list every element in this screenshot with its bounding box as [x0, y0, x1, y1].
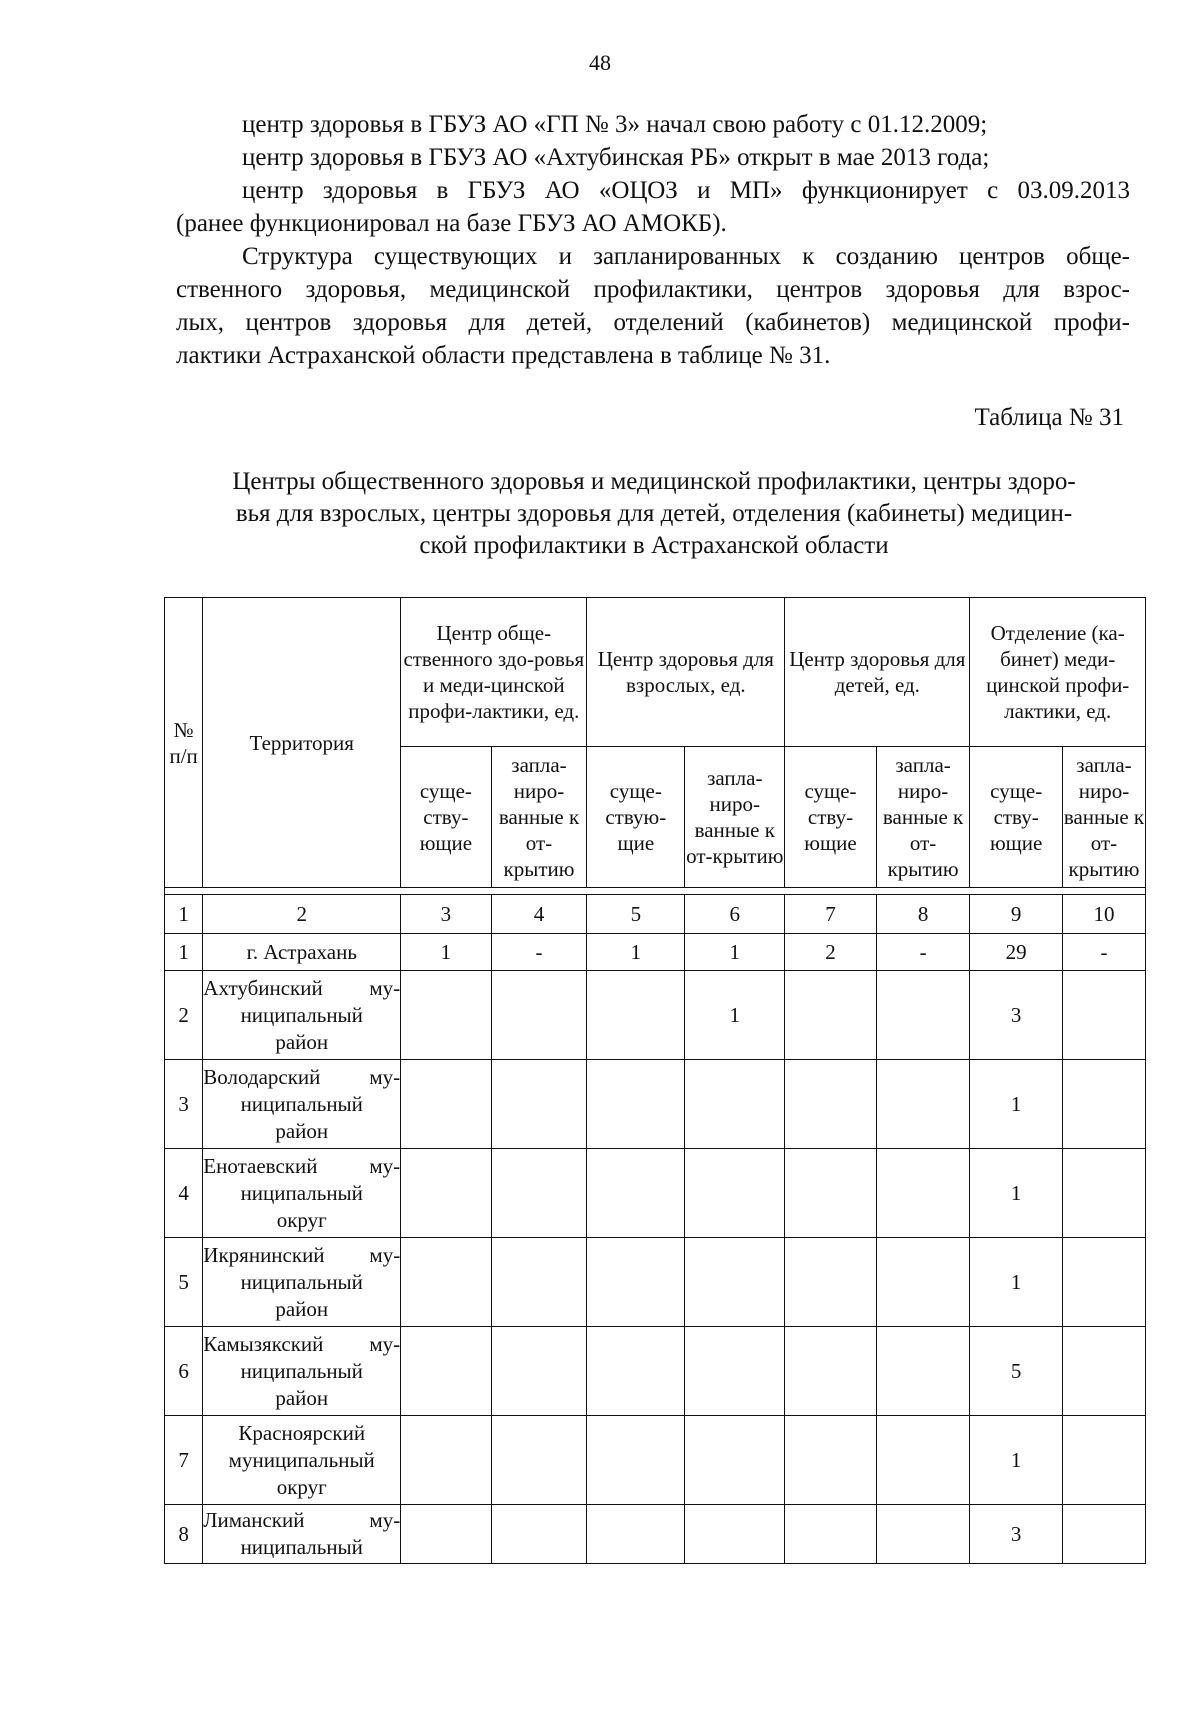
territory-name	[203, 1327, 401, 1416]
value-cell	[876, 1505, 970, 1564]
value-cell	[785, 1505, 877, 1564]
value-cell	[491, 1416, 587, 1505]
header-planned: запла-ниро-ванные к от-крытию	[1062, 747, 1145, 888]
territory-name-line: Икрянинский му-	[203, 1242, 401, 1267]
territory-name-line: ниципальный	[240, 1358, 363, 1383]
table-row	[165, 1238, 1146, 1327]
value-cell	[1062, 1060, 1145, 1149]
value-cell	[685, 1416, 785, 1505]
territory-name	[203, 1238, 401, 1327]
header-prevention-department: Отделение (ка-бинет) меди-цинской профи-лактики, ед.	[970, 598, 1146, 747]
value-cell: -	[491, 934, 587, 971]
value-cell	[685, 1505, 785, 1564]
header-existing: суще-ству-ющие	[970, 747, 1063, 888]
value-cell: 3	[970, 971, 1063, 1060]
page-number: 48	[589, 50, 611, 75]
territory-name-line: Камызякский му-	[203, 1331, 401, 1356]
value-cell	[1062, 971, 1145, 1060]
value-cell	[876, 1327, 970, 1416]
value-cell	[401, 1238, 491, 1327]
value-cell	[401, 971, 491, 1060]
caption-line: Центры общественного здоровья и медицинской профилактики, центры здоро-	[232, 468, 1076, 495]
value-cell	[491, 1505, 587, 1564]
value-cell	[401, 1327, 491, 1416]
column-number: 1	[165, 895, 203, 934]
header-existing: суще-ству-ющие	[785, 747, 877, 888]
row-number: 7	[165, 1416, 203, 1505]
value-cell: 1	[970, 1238, 1063, 1327]
value-cell	[491, 1327, 587, 1416]
territory-name-line: округ	[276, 1474, 327, 1499]
territory-name-line: Красноярский	[238, 1420, 366, 1445]
table-row	[165, 1505, 1146, 1564]
row-number: 8	[165, 1505, 203, 1564]
row-number: 6	[165, 1327, 203, 1416]
territory-name-line: г. Астрахань	[246, 939, 357, 964]
paragraph-line: центр здоровья в ГБУЗ АО «ГП № 3» начал свою работу с 01.12.2009;	[242, 111, 988, 138]
header-number: № п/п	[165, 598, 203, 888]
value-cell	[491, 1238, 587, 1327]
value-cell	[587, 1149, 685, 1238]
territory-name-line: муниципальный	[228, 1447, 375, 1472]
header-child-health-center: Центр здоровья для детей, ед.	[785, 598, 970, 747]
value-cell	[1062, 1416, 1145, 1505]
value-cell	[587, 1416, 685, 1505]
column-number: 2	[203, 895, 401, 934]
value-cell	[685, 1327, 785, 1416]
territory-name-line: ниципальный	[240, 1269, 363, 1294]
territory-name-line: ниципальный	[240, 1535, 363, 1559]
header-existing: суще-ству-ющие	[401, 747, 491, 888]
row-number: 5	[165, 1238, 203, 1327]
column-number: 4	[491, 895, 587, 934]
caption-line: ской профилактики в Астраханской области	[419, 532, 889, 559]
value-cell	[876, 971, 970, 1060]
value-cell	[401, 1416, 491, 1505]
value-cell	[491, 1060, 587, 1149]
territory-name-line: район	[275, 1385, 329, 1410]
territory-name-line: Ахтубинский му-	[203, 975, 401, 1000]
value-cell: 1	[685, 971, 785, 1060]
paragraph-line: центр здоровья в ГБУЗ АО «Ахтубинская РБ» открыт в мае 2013 года;	[242, 144, 990, 171]
territory-name-line: Енотаевский му-	[203, 1153, 401, 1178]
header-planned: запла-ниро-ванные к от-крытию	[491, 747, 587, 888]
territory-name	[203, 1149, 401, 1238]
territory-name-line: район	[275, 1118, 329, 1143]
table-label: Таблица № 31	[974, 404, 1124, 431]
value-cell	[1062, 1327, 1145, 1416]
row-number: 4	[165, 1149, 203, 1238]
value-cell	[685, 1060, 785, 1149]
territory-name-line: ниципальный	[240, 1002, 363, 1027]
territory-name-line: округ	[276, 1207, 327, 1232]
paragraph-line: лых, центров здоровья для детей, отделений (кабинетов) медицинской профи-	[176, 309, 1130, 336]
header-existing: суще-ствую-щие	[587, 747, 685, 888]
column-number: 9	[970, 895, 1063, 934]
territory-name-line: район	[275, 1029, 329, 1054]
column-number: 7	[785, 895, 877, 934]
paragraph-line: Структура существующих и запланированных к созданию центров обще-	[242, 243, 1130, 270]
body-text	[176, 108, 1130, 372]
value-cell	[785, 971, 877, 1060]
value-cell	[1062, 1505, 1145, 1564]
territory-name	[203, 971, 401, 1060]
territory-name-line: ниципальный	[240, 1180, 363, 1205]
territory-name-line: Володарский му-	[203, 1064, 401, 1089]
caption-line: вья для взрослых, центры здоровья для детей, отделения (кабинеты) медицин-	[235, 500, 1073, 527]
value-cell: 1	[970, 1060, 1063, 1149]
territory-name	[203, 1416, 401, 1505]
value-cell: 1	[685, 934, 785, 971]
column-number: 6	[685, 895, 785, 934]
value-cell	[587, 1505, 685, 1564]
value-cell: 1	[970, 1416, 1063, 1505]
value-cell	[876, 1060, 970, 1149]
table-row	[165, 1416, 1146, 1505]
column-number: 5	[587, 895, 685, 934]
value-cell: 1	[970, 1149, 1063, 1238]
territory-name-line: район	[275, 1296, 329, 1321]
value-cell: -	[1062, 934, 1145, 971]
value-cell	[491, 971, 587, 1060]
column-number: 3	[401, 895, 491, 934]
header-territory: Территория	[203, 598, 401, 888]
value-cell	[876, 1149, 970, 1238]
territory-name-line: ниципальный	[240, 1091, 363, 1116]
table-caption	[176, 466, 1132, 562]
header-planned: запла-ниро-ванные к от-крытию	[876, 747, 970, 888]
value-cell: 3	[970, 1505, 1063, 1564]
column-number: 10	[1062, 895, 1145, 934]
value-cell	[401, 1060, 491, 1149]
value-cell	[785, 1060, 877, 1149]
centers-table	[164, 597, 1146, 1564]
territory-name	[203, 1505, 401, 1564]
row-number: 2	[165, 971, 203, 1060]
table-row	[165, 1149, 1146, 1238]
value-cell: 29	[970, 934, 1063, 971]
paragraph-line: центр здоровья в ГБУЗ АО «ОЦОЗ и МП» функционирует с 03.09.2013	[242, 177, 1130, 204]
value-cell	[1062, 1149, 1145, 1238]
value-cell	[785, 1238, 877, 1327]
header-planned: запла-ниро-ванные к от-крытию	[685, 747, 785, 888]
value-cell	[876, 1238, 970, 1327]
value-cell: 5	[970, 1327, 1063, 1416]
value-cell	[401, 1505, 491, 1564]
value-cell: 2	[785, 934, 877, 971]
value-cell	[685, 1238, 785, 1327]
table-row	[165, 1060, 1146, 1149]
value-cell	[785, 1149, 877, 1238]
territory-name-line: Лиманский му-	[203, 1508, 401, 1532]
table-row	[165, 934, 1146, 971]
table-body	[165, 888, 1146, 1564]
row-number: 3	[165, 1060, 203, 1149]
territory-name	[203, 934, 401, 971]
value-cell: 1	[401, 934, 491, 971]
column-number: 8	[876, 895, 970, 934]
territory-name	[203, 1060, 401, 1149]
value-cell	[587, 971, 685, 1060]
header-separator	[165, 888, 1146, 895]
row-number: 1	[165, 934, 203, 971]
header-adult-health-center: Центр здоровья для взрослых, ед.	[587, 598, 785, 747]
value-cell	[587, 1327, 685, 1416]
value-cell: 1	[587, 934, 685, 971]
value-cell	[1062, 1238, 1145, 1327]
value-cell	[685, 1149, 785, 1238]
column-number-row	[165, 895, 1146, 934]
paragraph-line: лактики Астраханской области представлена в таблице № 31.	[176, 342, 831, 369]
value-cell: -	[876, 934, 970, 971]
value-cell	[491, 1149, 587, 1238]
value-cell	[785, 1327, 877, 1416]
value-cell	[587, 1060, 685, 1149]
value-cell	[785, 1416, 877, 1505]
paragraph-line: ственного здоровья, медицинской профилактики, центров здоровья для взрос-	[176, 276, 1130, 303]
value-cell	[401, 1149, 491, 1238]
value-cell	[587, 1238, 685, 1327]
value-cell	[876, 1416, 970, 1505]
paragraph-line: (ранее функционировал на базе ГБУЗ АО АМОКБ).	[176, 210, 727, 237]
header-public-health-center: Центр обще-ственного здо-ровья и меди-цинской профи-лактики, ед.	[401, 598, 587, 747]
table-row	[165, 971, 1146, 1060]
table-row	[165, 1327, 1146, 1416]
